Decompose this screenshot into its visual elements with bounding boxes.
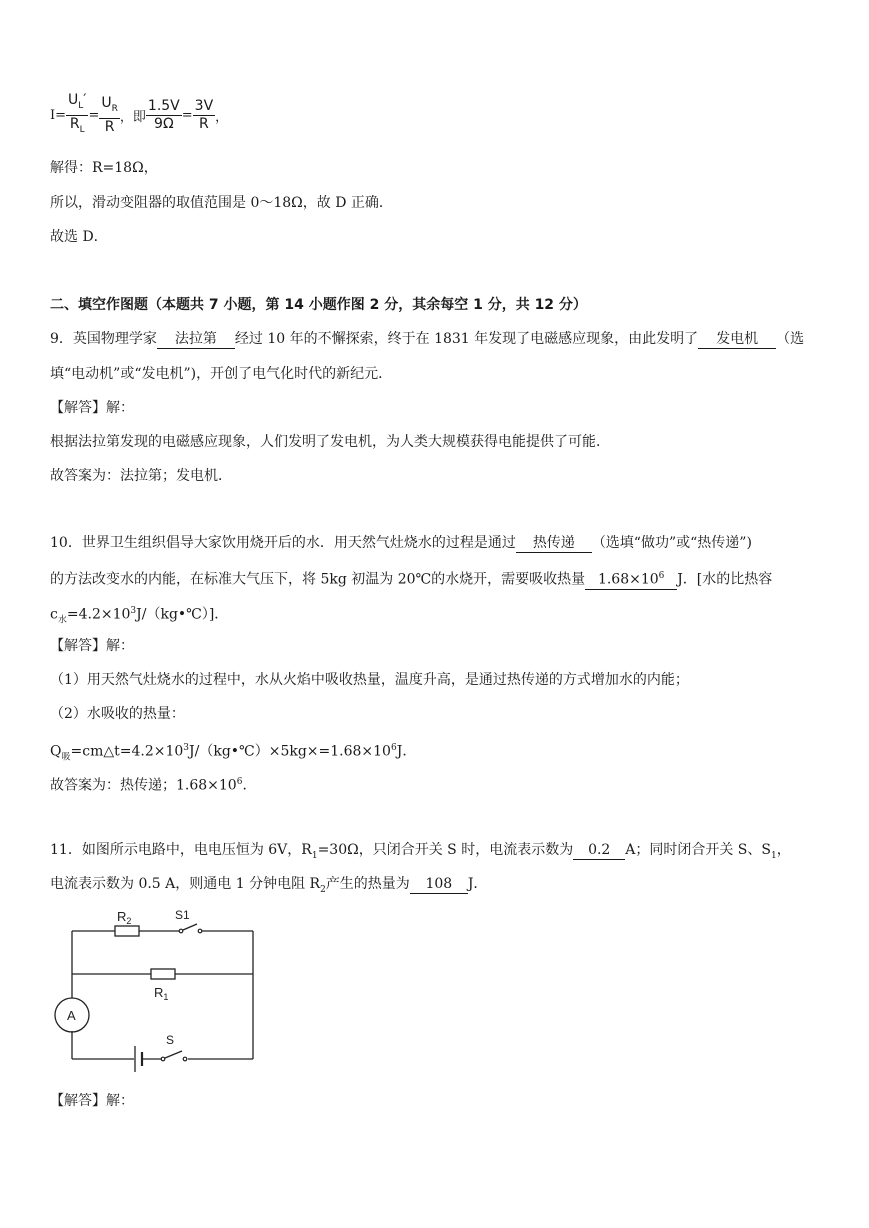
switch-s1-contact <box>198 929 202 933</box>
q11-solution-heading: 【解答】解： <box>50 1093 134 1109</box>
fraction-numeric-right: $\frac{3V}{R}$ <box>194 97 214 132</box>
q10-line3: $c_水=4.2\times 10^3J/(kg•℃)$]． <box>50 606 229 626</box>
switch-s1-pivot <box>179 929 183 933</box>
q9-line1: 9．英国物理学家 法拉第 经过 10 年的不懈探索，终于在 1831 年发现了电磁感应现象，由此发明了 发电机 （选 <box>50 331 805 347</box>
q10-line1: 10．世界卫生组织倡导大家饮用烧开后的水．用天然气灶烧水的过程是通过 热传递 （选填“做功”或“热传递”) <box>50 535 752 551</box>
q11-line2: 电流表示数为 0.5 A，则通电 1 分钟电阻 $R_2$产生的热量为 108 J． <box>50 876 488 895</box>
section-title: 二、填空作图题（本题共 7 小题，第 14 小题作图 2 分，其余每空 1 分，共 12 分） <box>50 297 587 313</box>
q10-step1: （1）用天然气灶烧水的过程中，水从火焰中吸收热量，温度升高，是通过热传递的方式增加水的内能； <box>50 672 689 688</box>
fraction-numeric-left: $\frac{1.5V}{9\Omega}$ <box>147 97 180 132</box>
switch-s-blade <box>165 1051 182 1058</box>
q11-line1: 11．如图所示电路中，电电压恒为 6V，$R_1=30\Omega$，只闭合开关 S 时，电流表示数为 0.2 A；同时闭合开关 S、$S_1$， <box>50 842 791 861</box>
q9-answer-2: 发电机 <box>698 330 776 349</box>
formula-lhs: I= <box>50 107 67 123</box>
label-r1: $R_1$ <box>154 985 169 1002</box>
q10-solution-heading: 【解答】解： <box>50 638 134 654</box>
q11-answer-2: 108 <box>410 875 468 894</box>
conclusion-line: 所以，滑动变阻器的取值范围是 0～18Ω，故 D 正确． <box>50 195 393 211</box>
q11-answer-1: 0.2 <box>573 841 625 860</box>
switch-s1-blade <box>183 924 197 930</box>
q9-explanation: 根据法拉第发现的电磁感应现象，人们发明了发电机，为人类大规模获得电能提供了可能． <box>50 434 610 450</box>
circuit-diagram <box>48 905 263 1080</box>
choice-line: 故选 D． <box>50 229 108 245</box>
q9-answer: 故答案为：法拉第；发电机． <box>50 468 232 484</box>
switch-s-contact <box>183 1057 187 1061</box>
ratio-formula: I= $\frac{U_L'}{R_L}$ = $\frac{U_R}{R}$ ，即 $\frac{1.5V}{9\Omega}$ = $\frac{3V}{R}$ ， <box>50 92 228 138</box>
q9-answer-1: 法拉第 <box>157 330 235 349</box>
q10-answer-2: $1.68\times 10^6$ <box>585 567 677 590</box>
label-ammeter: A <box>67 1008 76 1023</box>
q10-step2: （2）水吸收的热量： <box>50 706 185 722</box>
switch-s-pivot <box>161 1057 165 1061</box>
label-r2: $R_2$ <box>117 909 132 926</box>
q10-answer-1: 热传递 <box>516 534 592 553</box>
fraction-ul-rl: $\frac{U_L'}{R_L}$ <box>68 92 87 135</box>
q9-line2: 填“电动机”或“发电机”)，开创了电气化时代的新纪元． <box>50 366 393 382</box>
resistor-r2 <box>115 926 139 936</box>
fraction-ur-r: $\frac{U_R}{R}$ <box>101 94 118 135</box>
q9-solution-heading: 【解答】解： <box>50 400 134 416</box>
q10-line2: 的方法改变水的内能，在标准大气压下，将 5kg 初温为 20℃的水烧开，需要吸收热量 $1.68\times 10^6$ J．[水的比热容 <box>50 567 772 590</box>
label-s1: S1 <box>175 908 190 922</box>
q10-heat-formula: $Q_吸=cm\triangle t=4.2\times 10^3J/(kg•℃)\times 5kg\times=1.68\times 10^6J$． <box>50 743 417 763</box>
resistor-r1 <box>151 969 175 979</box>
solve-line: 解得：R=18Ω， <box>50 160 158 176</box>
q10-answer: 故答案为：热传递；$1.68\times 10^6$． <box>50 777 257 794</box>
label-s: S <box>166 1033 175 1047</box>
